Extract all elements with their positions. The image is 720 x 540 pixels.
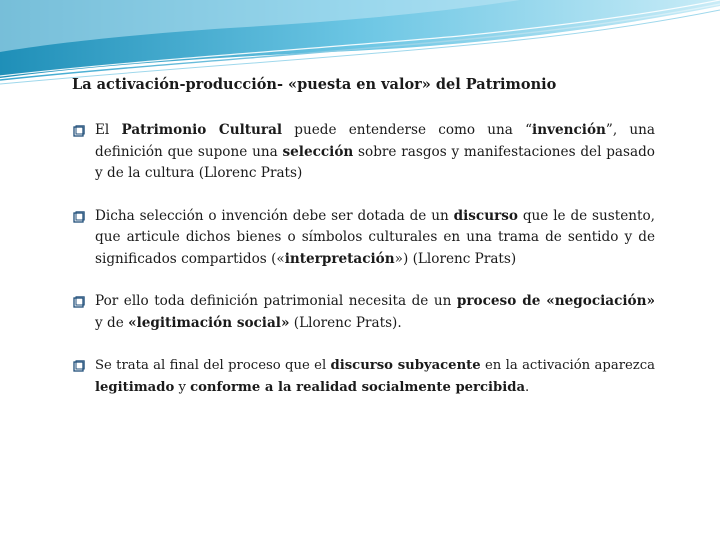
bold-run: selección bbox=[282, 143, 354, 160]
bold-run: legitimado bbox=[95, 379, 175, 395]
text-run: en la activación aparezca bbox=[480, 358, 655, 373]
bullet-item bbox=[72, 355, 655, 398]
bold-run: discurso bbox=[453, 207, 518, 224]
slide-title: La activación-producción- «puesta en valor» del Patrimonio bbox=[72, 76, 557, 93]
text-run: ») (Llorenc Prats) bbox=[394, 250, 517, 267]
bold-run: conforme a la realidad socialmente percibida bbox=[190, 379, 526, 395]
text-run: y de bbox=[95, 314, 129, 331]
bullet-text bbox=[95, 122, 655, 181]
bullet-text bbox=[95, 293, 655, 331]
bullet-text bbox=[95, 358, 655, 395]
text-run: El bbox=[95, 122, 122, 138]
checkbox-bullet-icon bbox=[73, 211, 85, 223]
text-run: puede entenderse como una “ bbox=[282, 122, 533, 138]
text-run: que le de sustento, que articule dichos bienes o símbolos culturales en una trama de sentido y de significados compartidos (« bbox=[95, 207, 655, 267]
text-run: . bbox=[525, 379, 530, 395]
checkbox-bullet-icon bbox=[73, 360, 85, 372]
bold-run: invención bbox=[532, 122, 606, 138]
bullet-text bbox=[95, 208, 655, 267]
bold-run: discurso subyacente bbox=[330, 358, 481, 373]
text-run: Por ello toda definición patrimonial necesita de un bbox=[95, 293, 457, 309]
bullet-item bbox=[72, 291, 655, 334]
bold-run: Patrimonio Cultural bbox=[121, 122, 283, 138]
bold-run: «legitimación social» bbox=[128, 314, 290, 331]
text-run: y bbox=[174, 379, 191, 395]
checkbox-bullet-icon bbox=[73, 125, 85, 137]
text-run: sobre rasgos y manifestaciones del pasado y de la cultura (Llorenc Prats) bbox=[95, 143, 655, 181]
checkbox-bullet-icon bbox=[73, 296, 85, 308]
bullet-item bbox=[72, 120, 655, 185]
text-run: (Llorenc Prats). bbox=[289, 314, 402, 331]
text-run: Se trata al final del proceso que el bbox=[95, 358, 331, 373]
bullet-item bbox=[72, 206, 655, 271]
text-run: ”, una definición que supone una bbox=[95, 122, 655, 160]
bold-run: proceso de «negociación» bbox=[456, 293, 655, 309]
bullet-list bbox=[72, 120, 655, 398]
bold-run: interpretación bbox=[284, 250, 395, 267]
text-run: Dicha selección o invención debe ser dotada de un bbox=[95, 207, 454, 224]
